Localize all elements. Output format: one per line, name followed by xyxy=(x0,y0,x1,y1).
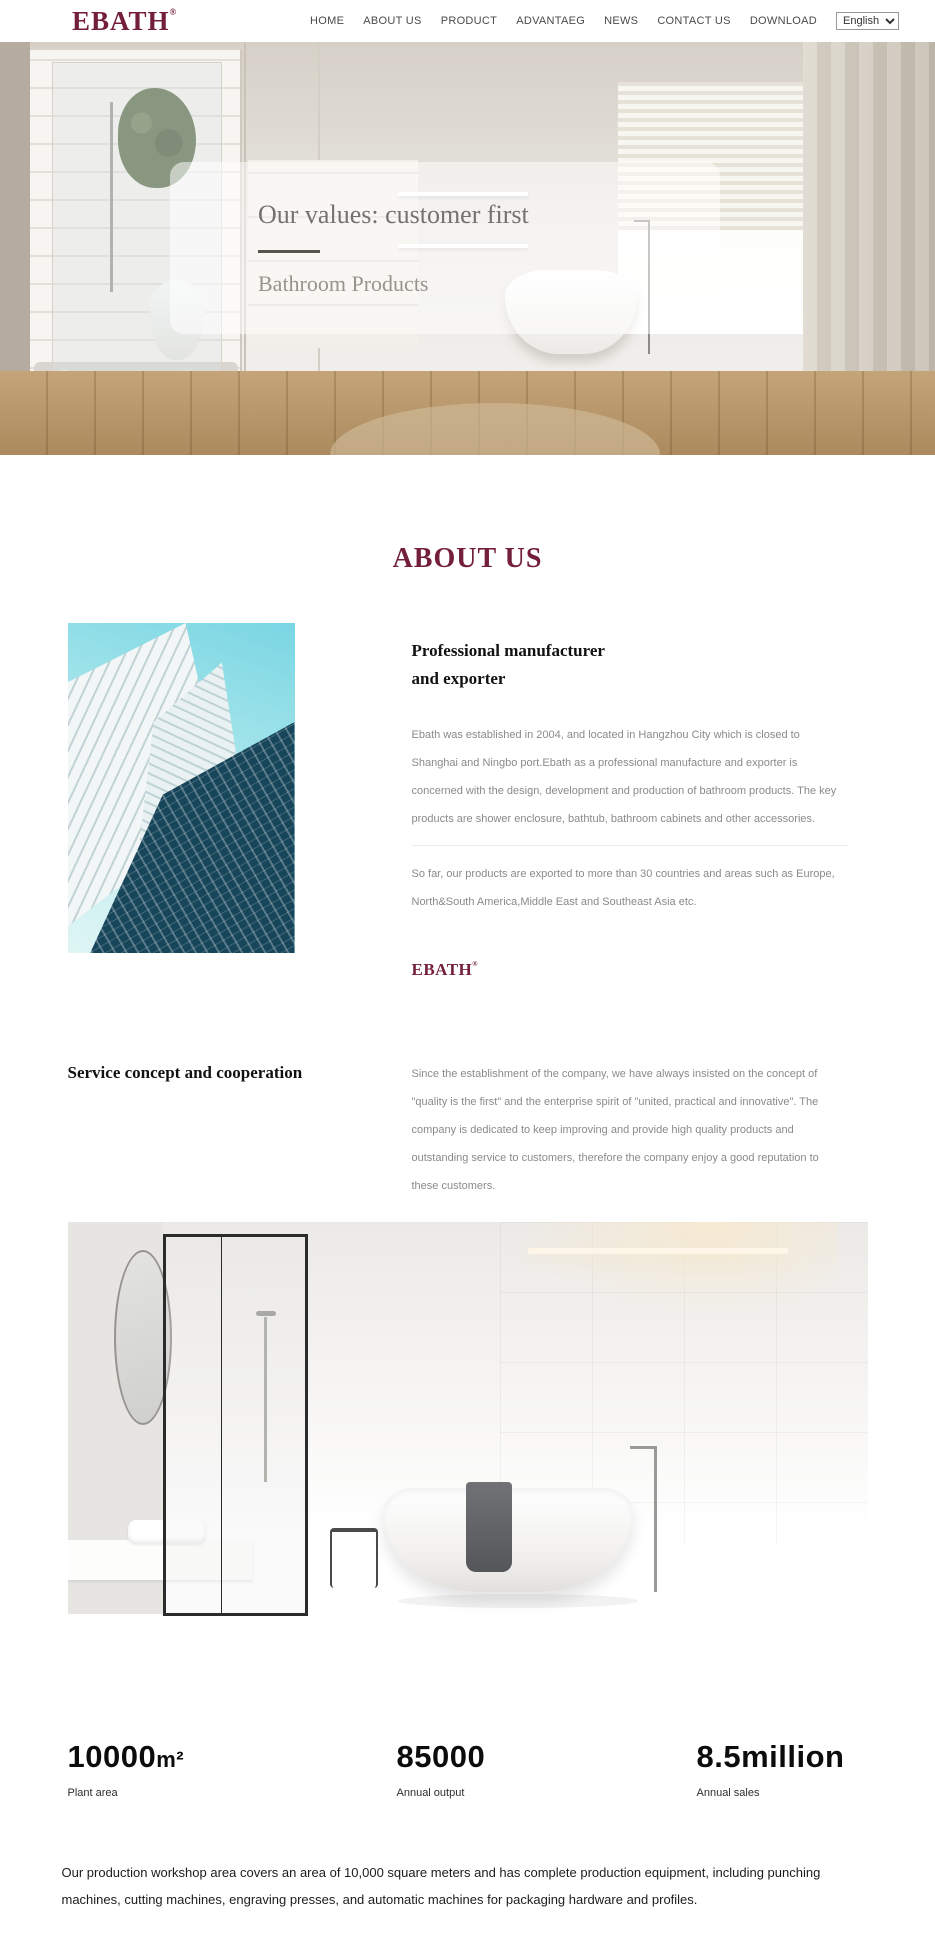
about-heading-line1: Professional manufacturer xyxy=(411,641,605,660)
photo-floor-reflection xyxy=(398,1594,638,1608)
buildings-photo xyxy=(68,623,295,953)
about-heading xyxy=(412,637,848,693)
about-section-title: ABOUT US xyxy=(392,543,543,574)
photo-shower-column xyxy=(264,1317,267,1482)
stat-annual-output-number: 85000 xyxy=(396,1739,486,1774)
stat-plant-area-label: Plant area xyxy=(67,1787,118,1799)
about-paragraph-1: Ebath was established in 2004, and located in Hangzhou City which is closed to Shanghai and Ningbo port.Ebath as a professional manufacture and exporter is concerned with the design, development and production of bathroom products. The key products are shower enclosure, bathtub, bathroom cabinets and other accessories. xyxy=(412,721,848,846)
stat-annual-sales-value xyxy=(697,1739,845,1775)
nav-home[interactable]: HOME xyxy=(310,15,345,27)
stat-annual-sales xyxy=(697,1739,845,1799)
about-brand-logo xyxy=(412,960,848,980)
hero-banner xyxy=(0,42,935,455)
service-heading: Service concept and cooperation xyxy=(67,1063,303,1082)
photo-side-table xyxy=(330,1528,378,1588)
hero-text-panel xyxy=(170,162,720,334)
registered-mark-icon: ® xyxy=(169,6,178,17)
brand-logo[interactable] xyxy=(72,5,178,36)
stat-annual-output-label: Annual output xyxy=(396,1787,465,1799)
content-container xyxy=(68,623,868,1817)
nav-product[interactable]: PRODUCT xyxy=(440,15,498,27)
stat-annual-output xyxy=(397,1739,486,1799)
about-heading-line2: and exporter xyxy=(411,669,506,688)
bathroom-showroom-photo xyxy=(68,1222,868,1652)
about-text-column xyxy=(412,623,848,980)
site-header xyxy=(0,0,935,42)
stat-annual-sales-number: 8.5million xyxy=(696,1739,845,1774)
nav-download[interactable]: DOWNLOAD xyxy=(749,15,817,27)
about-row xyxy=(68,623,868,980)
hero-title: Our values: customer first xyxy=(258,200,529,229)
hero-divider xyxy=(258,250,320,253)
about-registered-mark-icon: ® xyxy=(472,960,478,968)
main-nav xyxy=(310,12,899,30)
stat-plant-area-number: 10000 xyxy=(67,1739,157,1774)
service-left-column xyxy=(68,1060,412,1200)
hero-subtitle: Bathroom Products xyxy=(258,271,429,296)
service-text-column xyxy=(412,1060,848,1200)
photo-floor-faucet xyxy=(654,1446,657,1592)
service-row xyxy=(68,1060,868,1200)
photo-ceiling-glow xyxy=(518,1222,838,1317)
photo-glass-partition xyxy=(163,1234,308,1616)
photo-cove-light xyxy=(528,1248,788,1254)
nav-about-us[interactable]: ABOUT US xyxy=(363,15,422,27)
stat-plant-area xyxy=(68,1739,185,1799)
brand-logo-text: EBATH xyxy=(72,5,170,36)
service-paragraph: Since the establishment of the company, we have always insisted on the concept of "quality is the first" and the enterprise spirit of "united, practical and innovative". The company is dedicated to keep improving and provide high quality products and outstanding service to customers, therefore the company enjoy a good reputation to these customers. xyxy=(411,1068,819,1192)
about-paragraph-2: So far, our products are exported to more than 30 countries and areas such as Europe, North&South America,Middle East and Southeast Asia etc. xyxy=(411,868,835,908)
nav-news[interactable]: NEWS xyxy=(604,15,639,27)
stats-row xyxy=(68,1739,868,1817)
stat-annual-sales-label: Annual sales xyxy=(696,1787,760,1799)
stat-annual-output-value xyxy=(397,1739,486,1775)
stat-plant-area-value xyxy=(68,1739,185,1775)
nav-advantaeg[interactable]: ADVANTAEG xyxy=(516,15,586,27)
production-workshop-paragraph: Our production workshop area covers an area of 10,000 square meters and has complete production equipment, including punching machines, cutting machines, engraving presses, and automatic machines for packaging hardware and profiles. xyxy=(61,1865,821,1907)
photo-towel xyxy=(466,1482,512,1572)
about-brand-logo-text: EBATH xyxy=(411,960,473,979)
language-select[interactable] xyxy=(836,12,899,30)
stat-plant-area-unit: m² xyxy=(156,1747,185,1772)
nav-contact-us[interactable]: CONTACT US xyxy=(657,15,731,27)
